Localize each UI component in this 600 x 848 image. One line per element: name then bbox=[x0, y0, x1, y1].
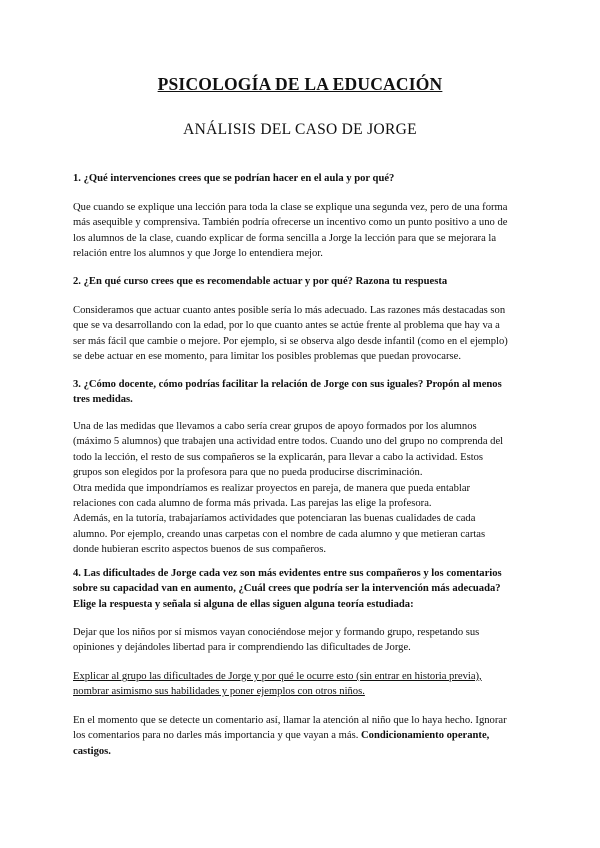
answer-1-line: relación entre los alumnos y que Jorge lo entendiera mejor. bbox=[73, 248, 323, 260]
question-4 bbox=[73, 566, 529, 612]
answer-1-line: más asequible y comprensiva. También podría ofrecerse un incentivo como un punto positivo a uno de bbox=[73, 217, 508, 229]
option-b-line: nombrar asimismo sus habilidades y poner ejemplos con otros niños. bbox=[73, 686, 365, 698]
answer-4-option-b-selected bbox=[73, 669, 529, 700]
document-subtitle: ANÁLISIS DEL CASO DE JORGE bbox=[183, 121, 417, 138]
answer-3-line: alumno. Por ejemplo, creando unas carpetas con el nombre de cada alumno y que metieran cartas bbox=[73, 528, 486, 540]
theory-label: Condicionamiento operante, bbox=[361, 730, 490, 742]
question-4-line: 4. Las dificultades de Jorge cada vez son más evidentes entre sus compañeros y los comentarios bbox=[73, 568, 502, 579]
answer-3-line: grupos son elegidos por la profesora para que no pueda producirse discriminación. bbox=[73, 467, 423, 479]
question-1 bbox=[73, 171, 529, 186]
answer-2-line: que se va desarrollando con la edad, por lo que cuanto antes se actúe frente al problema que hay va a bbox=[73, 320, 500, 332]
question-3-line: 3. ¿Cómo docente, cómo podrías facilitar la relación de Jorge con sus iguales? Propón al menos bbox=[73, 379, 502, 390]
answer-3-line: relaciones con cada alumno de forma más privada. Las parejas las elige la profesora. bbox=[73, 498, 432, 510]
option-c-line bbox=[73, 728, 529, 743]
question-2 bbox=[73, 274, 529, 289]
answer-3 bbox=[73, 419, 529, 558]
answer-3-line: Otra medida que impondríamos es realizar proyectos en pareja, de manera que pueda entablar bbox=[73, 482, 471, 494]
question-1-text: 1. ¿Qué intervenciones crees que se podrían hacer en el aula y por qué? bbox=[73, 173, 395, 184]
question-4-line: Elige la respuesta y señala si alguna de ellas siguen alguna teoría estudiada: bbox=[73, 598, 414, 610]
option-b-line: Explicar al grupo las dificultades de Jorge y por qué le ocurre esto (sin entrar en historia previa), bbox=[73, 671, 482, 682]
option-c-text: los comentarios para no darles más importancia y que vayan a más. bbox=[73, 730, 361, 742]
answer-1-line: Que cuando se explique una lección para toda la clase se explique una segunda vez, pero de una forma bbox=[73, 202, 508, 213]
answer-4-option-a bbox=[73, 625, 529, 656]
answer-2-line: ser más fácil que cambie o mejore. Por ejemplo, si se observa algo desde infantil (como en el ejemplo) bbox=[73, 335, 508, 347]
answer-2-line: se debe actuar en ese momento, para limitar los posibles problemas que puedan provocarse. bbox=[73, 351, 462, 363]
option-c-line bbox=[73, 744, 529, 759]
answer-3-line: donde hubieran escrito aspectos buenos de sus compañeros. bbox=[73, 544, 327, 556]
answer-1 bbox=[73, 200, 529, 262]
answer-3-line: (máximo 5 alumnos) que trabajen una actividad entre todos. Cuando uno del grupo no comprenda del bbox=[73, 436, 504, 448]
question-3-line: tres medidas. bbox=[73, 394, 133, 406]
question-4-line: sobre su capacidad van en aumento, ¿Cuál crees que podría ser la intervención más adecuada? bbox=[73, 583, 501, 595]
answer-2 bbox=[73, 303, 529, 365]
option-a-line: Dejar que los niños por sí mismos vayan conociéndose mejor y formando grupo, respetando sus bbox=[73, 627, 480, 638]
answer-3-line: Además, en la tutoría, trabajaríamos actividades que potenciaran las buenas cualidades de cada bbox=[73, 513, 476, 525]
question-3 bbox=[73, 377, 529, 408]
answer-2-line: Consideramos que actuar cuanto antes posible sería lo más adecuado. Las razones más destacadas son bbox=[73, 305, 506, 316]
answer-4-option-c bbox=[73, 713, 529, 759]
document-title: PSICOLOGÍA DE LA EDUCACIÓN bbox=[157, 74, 443, 94]
option-c-line: En el momento que se detecte un comentario así, llamar la atención al niño que lo haya hecho. Ignorar bbox=[73, 715, 507, 726]
answer-3-line: todo la lección, el resto de sus compañeros se la explicarán, para llevar a cabo la actividad. Estos bbox=[73, 451, 484, 463]
theory-label-cont: castigos. bbox=[73, 745, 111, 757]
answer-1-line: los alumnos de la clase, cuando explicar de forma sencilla a Jorge la lección para que se mejorara la bbox=[73, 232, 497, 244]
answer-3-line: Una de las medidas que llevamos a cabo sería crear grupos de apoyo formados por los alumnos bbox=[73, 421, 477, 432]
question-2-text: 2. ¿En qué curso crees que es recomendable actuar y por qué? Razona tu respuesta bbox=[73, 276, 448, 287]
option-a-line: opiniones y dejándoles libertad para ir comprendiendo las dificultades de Jorge. bbox=[73, 642, 411, 654]
